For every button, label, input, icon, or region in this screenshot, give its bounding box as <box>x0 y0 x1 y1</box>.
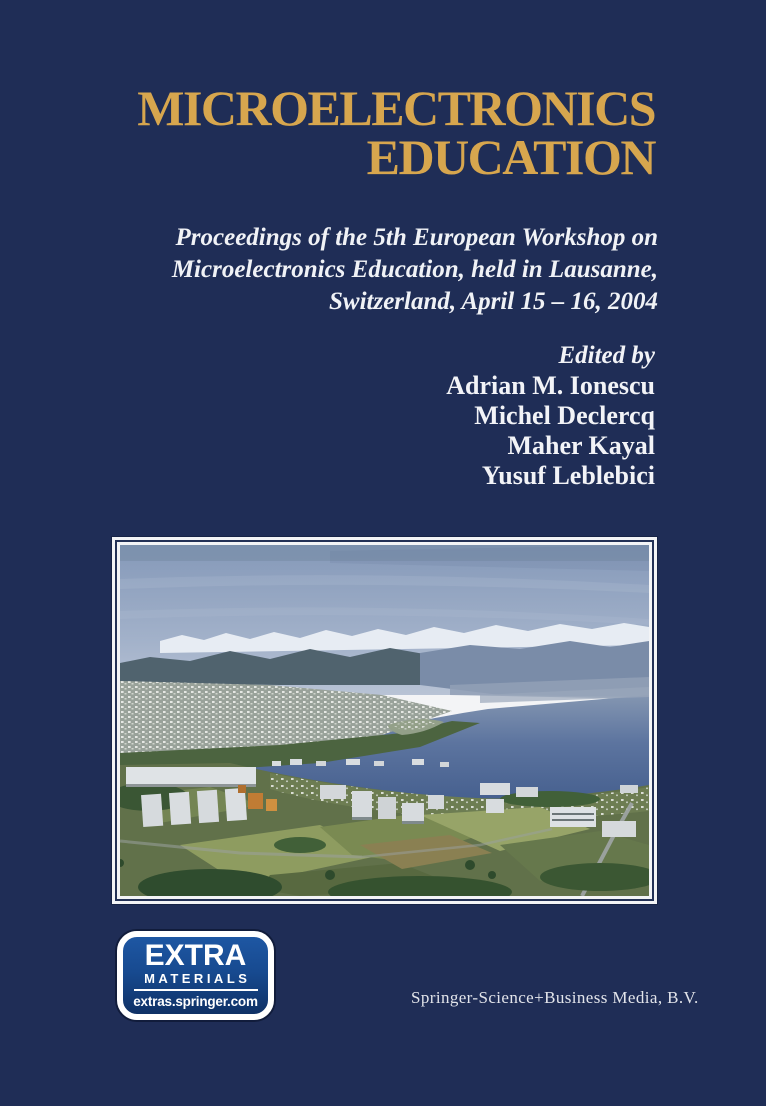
badge-divider <box>134 989 258 991</box>
edited-by-label: Edited by <box>558 342 655 369</box>
book-subtitle <box>172 222 658 318</box>
cover-photo-mat <box>115 540 654 901</box>
publisher-line: Springer-Science+Business Media, B.V. <box>411 988 699 1007</box>
subtitle-line2: Microelectronics Education, held in Lausanne, <box>171 256 658 283</box>
lausanne-campus-aerial-photo <box>120 545 649 896</box>
book-title-line1: MICROELECTRONICS <box>137 80 655 136</box>
badge-materials-label: MATERIALS <box>144 971 251 986</box>
book-title <box>137 80 655 185</box>
badge-extra-label: EXTRA <box>144 939 247 972</box>
subtitle-line1: Proceedings of the 5th European Workshop on <box>175 224 658 251</box>
editor-name: Maher Kayal <box>507 431 655 460</box>
editor-name: Yusuf Leblebici <box>481 461 655 490</box>
book-title-line2: EDUCATION <box>366 129 655 185</box>
cover-photo-frame <box>112 537 657 904</box>
editor-name: Adrian M. Ionescu <box>446 371 655 400</box>
subtitle-line3: Switzerland, April 15 – 16, 2004 <box>329 288 658 315</box>
editors-block <box>446 341 655 491</box>
extra-materials-badge <box>117 931 274 1020</box>
editor-name: Michel Declercq <box>474 401 655 430</box>
badge-url-label: extras.springer.com <box>133 994 258 1009</box>
